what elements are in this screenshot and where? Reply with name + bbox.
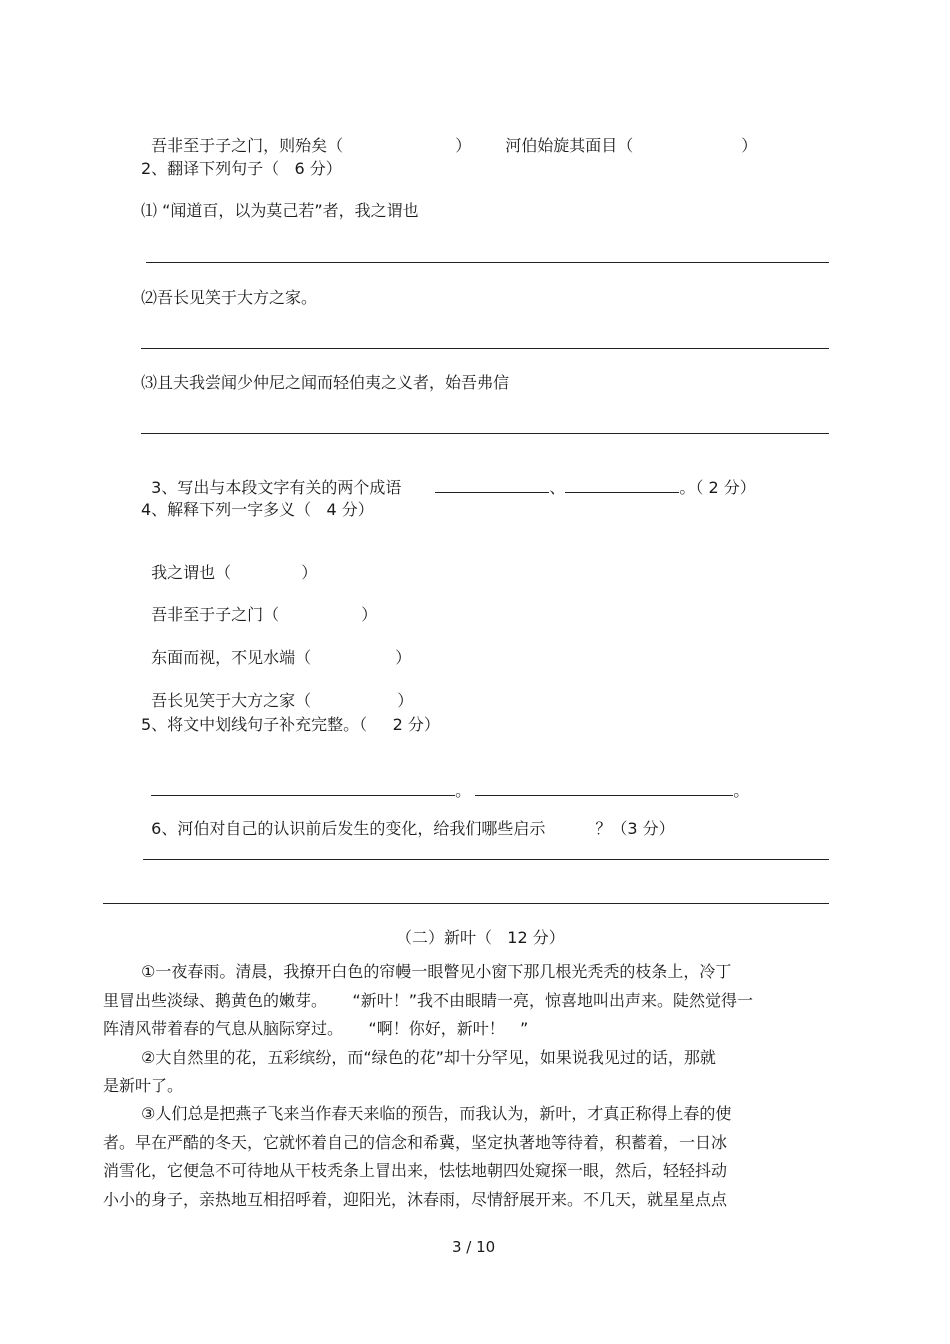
q4-item-3-text: 东面而视，不见水端（ <box>151 648 312 667</box>
passage-line-2: 里冒出些淡绿、鹅黄色的嫩芽。 “新叶！”我不由眼睛一亮，惊喜地叫出声来。陡然觉得一 <box>103 991 754 1010</box>
answer-line-q6[interactable] <box>143 859 829 860</box>
q4-item-4-text: 吾长见笑于大方之家（ <box>151 691 312 710</box>
q1-right-text: 河伯始旋其面目（ <box>505 136 634 155</box>
q3-line <box>141 458 756 498</box>
q2-sentence-2: ⑵吾长见笑于大方之家。 <box>141 288 318 307</box>
q3-sep: 、 <box>549 478 566 497</box>
q3-text: 3、写出与本段文字有关的两个成语 <box>151 478 402 497</box>
q1-left-close: ） <box>455 136 472 155</box>
page-number: 3 / 10 <box>452 1238 496 1256</box>
passage-line-8: 消雪化，它便急不可待地从干枝秃条上冒出来，怯怯地朝四处窥探一眼，然后，轻轻抖动 <box>103 1161 728 1180</box>
passage-line-6: ③人们总是把燕子飞来当作春天来临的预告，而我认为，新叶，才真正称得上春的使 <box>141 1104 732 1123</box>
q5-title: 5、将文中划线句子补充完整。（ 2 分） <box>141 715 440 734</box>
passage-line-9: 小小的身子，亲热地互相招呼着，迎阳光，沐春雨，尽情舒展开来。不几天，就星星点点 <box>103 1190 728 1209</box>
section2-heading: （二）新叶（ 12 分） <box>396 928 565 947</box>
q3-blank-1[interactable] <box>435 478 549 493</box>
q4-item-1 <box>141 543 317 583</box>
q1-tail-line <box>141 116 757 156</box>
q2-sentence-1: ⑴ “闻道百，以为莫己若”者，我之谓也 <box>141 201 419 220</box>
passage-line-7: 者。早在严酷的冬天，它就怀着自己的信念和希冀，坚定执著地等待着，积蓄着，一日冰 <box>103 1133 728 1152</box>
passage-line-1: ①一夜春雨。清晨，我撩开白色的帘幔一眼瞥见小窗下那几根光秃秃的枝条上，冷丁 <box>141 962 732 981</box>
answer-line-q2-1[interactable] <box>146 262 829 263</box>
q5-answer-line <box>141 761 749 801</box>
q5-end-1: 。 <box>455 781 472 800</box>
passage-line-4: ②大自然里的花，五彩缤纷，而“绿色的花”却十分罕见，如果说我见过的话，那就 <box>141 1048 716 1067</box>
q4-item-3 <box>141 628 411 668</box>
q5-blank-1[interactable] <box>151 781 455 796</box>
q4-item-3-close: ） <box>395 648 412 667</box>
passage-line-5: 是新叶了。 <box>103 1076 184 1095</box>
q1-right-close: ） <box>741 136 758 155</box>
q5-end-2: 。 <box>733 781 750 800</box>
q6-title: 6、河伯对自己的认识前后发生的变化，给我们哪些启示 <box>151 819 546 838</box>
q3-blank-2[interactable] <box>565 478 679 493</box>
answer-line-q2-2[interactable] <box>141 348 829 349</box>
q5-blank-2[interactable] <box>475 781 733 796</box>
q4-item-2-close: ） <box>361 605 378 624</box>
q4-item-2 <box>141 585 377 625</box>
q4-item-4 <box>141 671 413 711</box>
q2-title: 2、翻译下列句子（ 6 分） <box>141 159 342 178</box>
q4-item-2-text: 吾非至于子之门（ <box>151 605 280 624</box>
q2-sentence-3: ⑶且夫我尝闻少仲尼之闻而轻伯夷之义者，始吾弗信 <box>141 373 510 392</box>
answer-line-q2-3[interactable] <box>141 433 829 434</box>
q3-end: 。（ 2 分） <box>679 478 756 497</box>
q6-tail: ？（3 分） <box>595 819 675 838</box>
q4-item-1-text: 我之谓也（ <box>151 563 232 582</box>
section-divider <box>103 903 829 904</box>
q4-title: 4、解释下列一字多义（ 4 分） <box>141 500 374 519</box>
passage-line-3: 阵清风带着春的气息从脑际穿过。 “啊！你好，新叶！ ” <box>103 1019 529 1038</box>
q6-line <box>141 799 675 839</box>
q4-item-1-close: ） <box>301 563 318 582</box>
q1-left-text: 吾非至于子之门，则殆矣（ <box>151 136 344 155</box>
q4-item-4-close: ） <box>397 691 414 710</box>
